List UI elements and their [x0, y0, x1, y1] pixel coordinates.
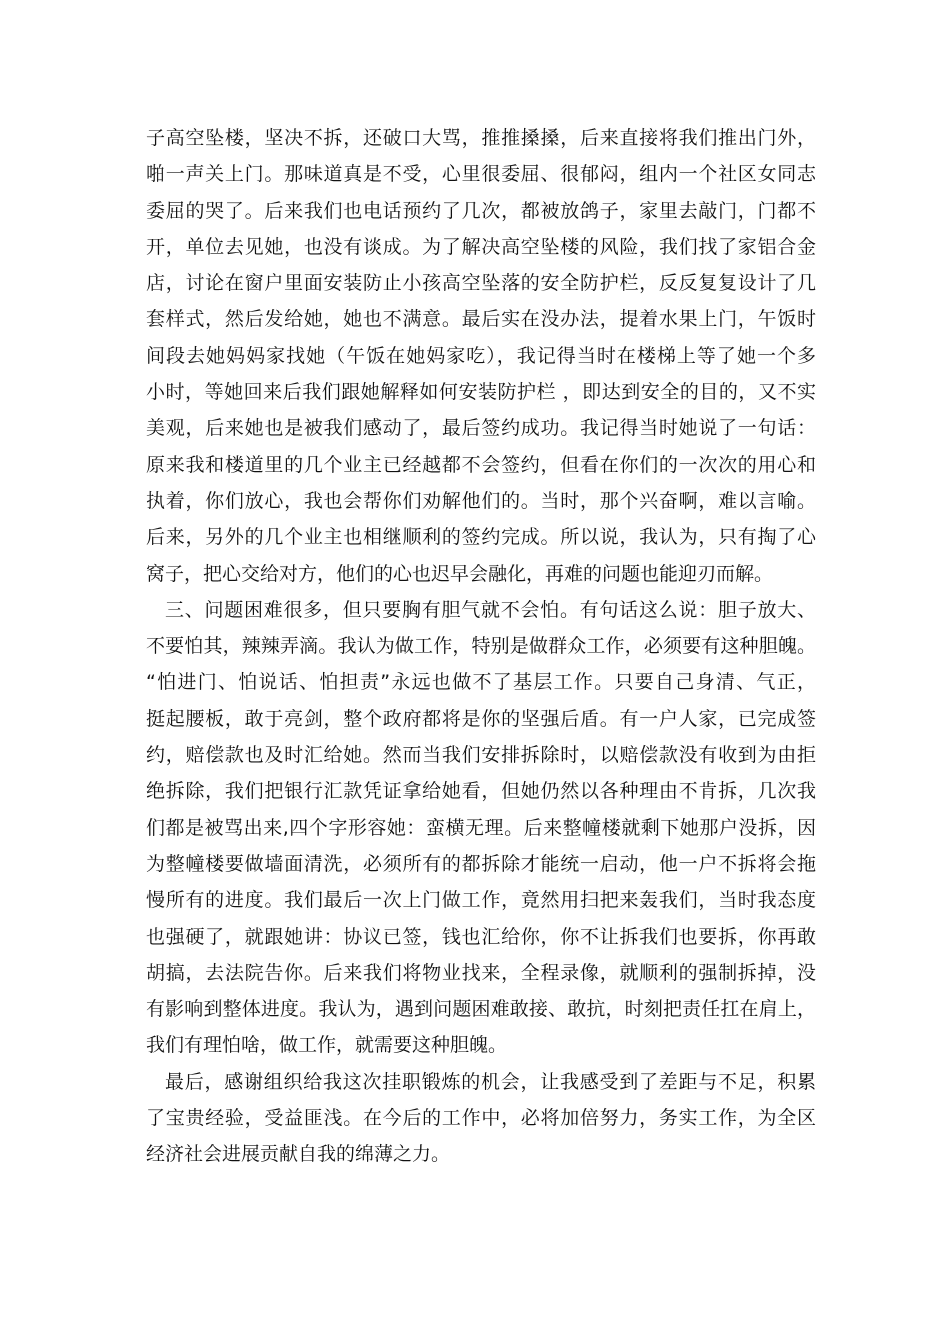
text-line: 不要怕其，辣辣弄滴。我认为做工作，特别是做群众工作，必须要有这种胆魄。 — [146, 635, 816, 658]
text-line: 胡搞，去法院告你。后来我们将物业找来，全程录像，就顺利的强制拆掉，没 — [146, 961, 816, 984]
text-line: 委屈的哭了。后来我们也电话预约了几次，都被放鸽子，家里去敲门，门都不 — [146, 199, 816, 222]
text-line: 为整幢楼要做墙面清洗，必须所有的都拆除才能统一启动，他一户不拆将会拖 — [146, 852, 816, 875]
text-line: 挺起腰板，敢于亮剑，整个政府都将是你的坚强后盾。有一户人家，已完成签 — [146, 707, 816, 730]
text-line: “怕进门、怕说话、怕担责”永远也做不了基层工作。只要自己身清、气正， — [146, 671, 816, 694]
text-line: 啪一声关上门。那味道真是不受，心里很委屈、很郁闷，组内一个社区女同志 — [146, 163, 816, 186]
text-line: 子高空坠楼，坚决不拆，还破口大骂，推推搡搡，后来直接将我们推出门外， — [146, 127, 816, 149]
text-line: 原来我和楼道里的几个业主已经越都不会签约，但看在你们的一次次的用心和 — [146, 453, 816, 476]
text-line: 也强硬了，就跟她讲：协议已签，钱也汇给你，你不让拆我们也要拆，你再敢 — [146, 925, 816, 948]
text-line: 执着，你们放心，我也会帮你们劝解他们的。当时，那个兴奋啊，难以言喻。 — [146, 489, 816, 512]
text-line: 们都是被骂出来,四个字形容她：蛮横无理。后来整幢楼就剩下她那户没拆，因 — [146, 816, 816, 839]
text-line: 了宝贵经验，受益匪浅。在今后的工作中，必将加倍努力，务实工作，为全区 — [146, 1107, 816, 1130]
text-line: 有影响到整体进度。我认为，遇到问题困难敢接、敢抗，时刻把责任扛在肩上， — [146, 998, 816, 1021]
text-line: 窝子，把心交给对方，他们的心也迟早会融化，再难的问题也能迎刃而解。 — [146, 562, 774, 585]
text-line: 间段去她妈妈家找她（午饭在她妈家吃），我记得当时在楼梯上等了她一个多 — [146, 344, 816, 367]
text-line: 三、问题困难很多，但只要胸有胆气就不会怕。有句话这么说：胆子放大、 — [165, 598, 816, 621]
text-line: 开，单位去见她，也没有谈成。为了解决高空坠楼的风险，我们找了家铝合金 — [146, 235, 816, 258]
body-text — [146, 120, 816, 1173]
text-line: 约，赔偿款也及时汇给她。然而当我们安排拆除时，以赔偿款没有收到为由拒 — [146, 744, 816, 767]
text-line: 绝拆除，我们把银行汇款凭证拿给她看，但她仍然以各种理由不肯拆，几次我 — [146, 780, 816, 803]
text-line: 套样式，然后发给她，她也不满意。最后实在没办法，提着水果上门，午饭时 — [146, 308, 816, 331]
text-line: 经济社会进展贡献自我的绵薄之力。 — [146, 1143, 451, 1166]
text-line: 慢所有的进度。我们最后一次上门做工作，竟然用扫把来轰我们，当时我态度 — [146, 889, 816, 912]
text-line: 小时，等她回来后我们跟她解释如何安装防护栏 ，即达到安全的目的，又不实 — [146, 381, 816, 404]
text-line: 后来，另外的几个业主也相继顺利的签约完成。所以说，我认为，只有掏了心 — [146, 526, 816, 549]
text-line: 店，讨论在窗户里面安装防止小孩高空坠落的安全防护栏，反反复复设计了几 — [146, 272, 816, 295]
text-line: 最后，感谢组织给我这次挂职锻炼的机会，让我感受到了差距与不足，积累 — [165, 1070, 816, 1093]
text-line: 我们有理怕啥，做工作，就需要这种胆魄。 — [146, 1034, 508, 1057]
text-line: 美观，后来她也是被我们感动了，最后签约成功。我记得当时她说了一句话： — [146, 417, 816, 440]
